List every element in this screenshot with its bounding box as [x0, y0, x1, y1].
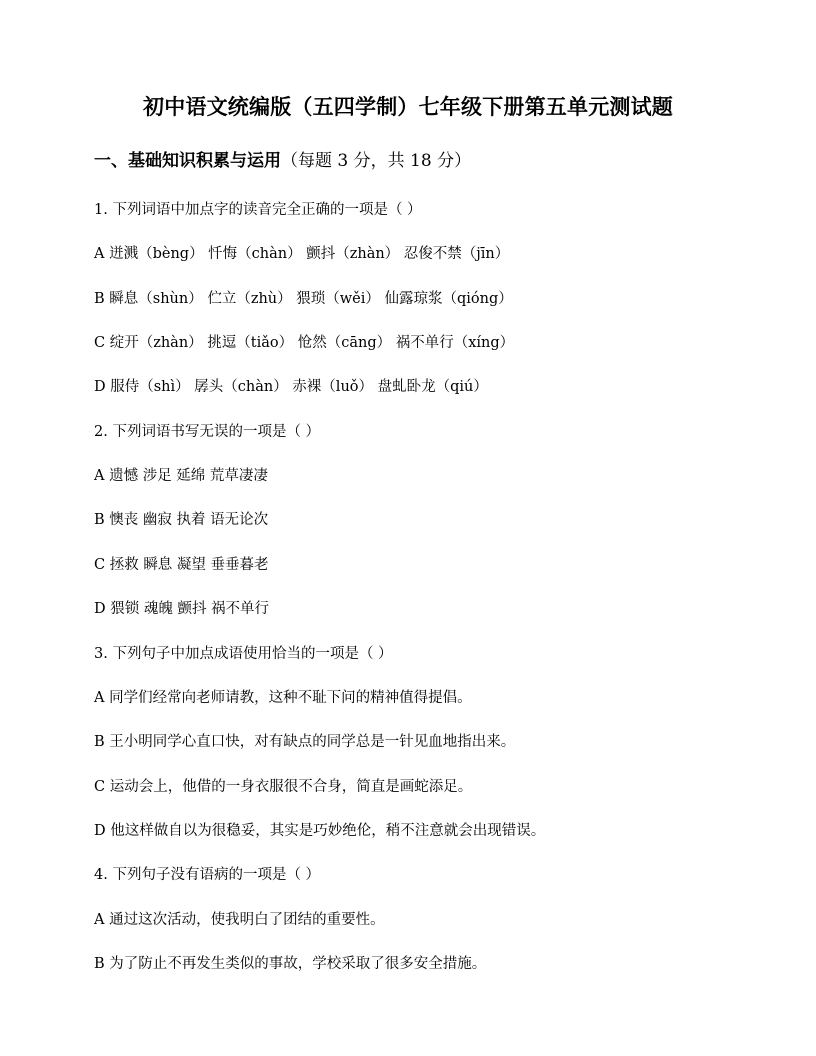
section-heading: [94, 148, 471, 174]
page-title: 初中语文统编版（五四学制）七年级下册第五单元测试题: [143, 94, 673, 119]
question-1-option-d: D 服侍（shì） 孱头（chàn） 赤裸（luǒ） 盘虬卧龙（qiú）: [94, 379, 488, 395]
question-3-option-b: B 王小明同学心直口快，对有缺点的同学总是一针见血地指出来。: [94, 734, 516, 750]
question-2-option-c: C 拯救 瞬息 凝望 垂垂暮老: [94, 557, 269, 573]
question-3-option-c: C 运动会上，他借的一身衣服很不合身，简直是画蛇添足。: [94, 779, 473, 795]
question-1-option-b: B 瞬息（shùn） 伫立（zhù） 猥琐（wěi） 仙露琼浆（qióng）: [94, 291, 513, 307]
question-3-option-a: A 同学们经常向老师请教，这种不耻下问的精神值得提倡。: [94, 690, 472, 706]
question-4: 4. 下列句子没有语病的一项是（ ）: [94, 867, 321, 883]
question-2-option-d: D 猥锁 魂魄 颤抖 祸不单行: [94, 601, 270, 617]
section-heading-text: 一、基础知识积累与运用: [94, 151, 281, 171]
section-score-note: （每题 3 分，共 18 分）: [281, 151, 472, 171]
question-4-option-a: A 通过这次活动，使我明白了团结的重要性。: [94, 912, 385, 928]
question-1-option-c: C 绽开（zhàn） 挑逗（tiǎo） 怆然（cāng） 祸不单行（xíng）: [94, 335, 515, 351]
question-2-option-a: A 遗憾 涉足 延绵 荒草凄凄: [94, 468, 268, 484]
question-3: 3. 下列句子中加点成语使用恰当的一项是（ ）: [94, 646, 393, 662]
question-2: 2. 下列词语书写无误的一项是（ ）: [94, 424, 321, 440]
question-4-option-b: B 为了防止不再发生类似的事故，学校采取了很多安全措施。: [94, 956, 487, 972]
question-1: 1. 下列词语中加点字的读音完全正确的一项是（ ）: [94, 202, 422, 218]
question-3-option-d: D 他这样做自以为很稳妥，其实是巧妙绝伦，稍不注意就会出现错误。: [94, 823, 546, 839]
question-1-option-a: A 迸溅（bèng） 忏悔（chàn） 颤抖（zhàn） 忍俊不禁（jīn）: [94, 246, 510, 262]
question-2-option-b: B 懊丧 幽寂 执着 语无论次: [94, 512, 269, 528]
